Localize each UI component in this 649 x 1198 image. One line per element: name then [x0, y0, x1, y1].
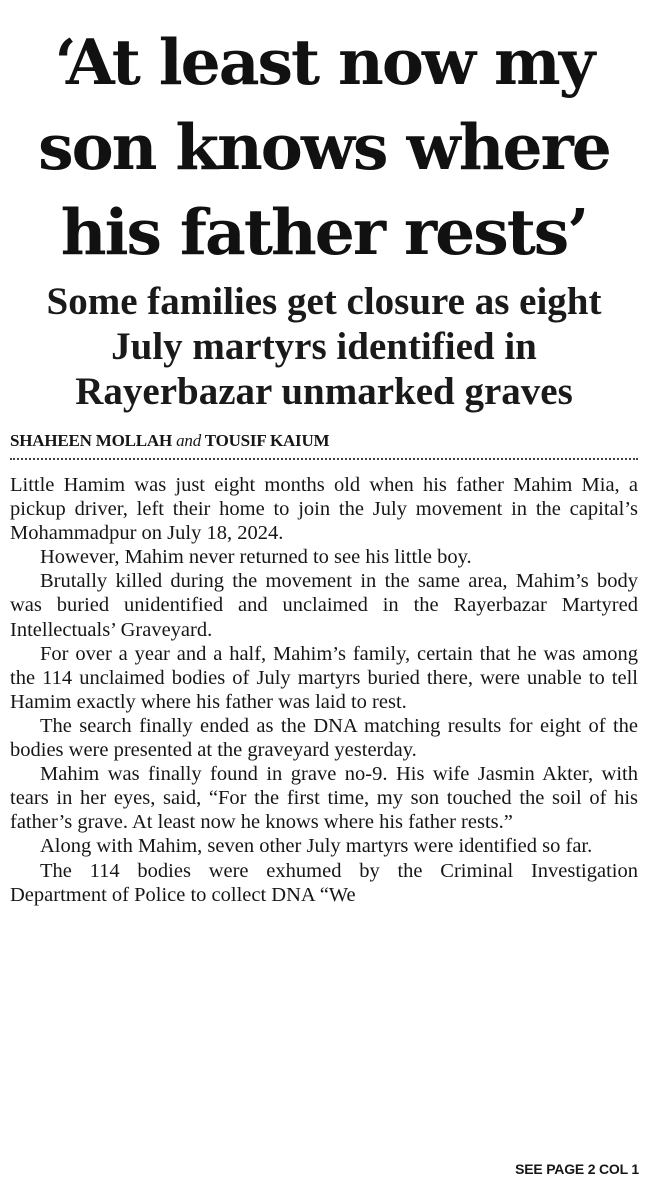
- body-paragraph: The search finally ended as the DNA matching results for eight of the bodies were presented at the graveyard yesterday.: [10, 714, 638, 762]
- byline-author-1: SHAHEEN MOLLAH: [10, 431, 173, 450]
- dotted-divider: [10, 458, 638, 460]
- body-paragraph: Along with Mahim, seven other July martyrs were identified so far.: [40, 835, 593, 858]
- byline-conjunction: and: [176, 431, 201, 450]
- body-paragraph: Mahim was finally found in grave no-9. His wife Jasmin Akter, with tears in her eyes, said, “For the first time, my son touched the soil of his father’s grave. At least now he knows where his father rests.”: [10, 763, 638, 834]
- byline: [10, 430, 638, 452]
- body-paragraph: However, Mahim never returned to see his little boy.: [40, 546, 472, 569]
- article-body: [10, 473, 638, 907]
- body-paragraph: The 114 bodies were exhumed by the Criminal Investigation Department of Police to collect DNA “We: [10, 859, 638, 906]
- body-paragraph: Little Hamim was just eight months old when his father Mahim Mia, a pickup driver, left their home to join the July movement in the capital’s Mohammadpur on July 18, 2024.: [10, 474, 638, 545]
- body-paragraph: For over a year and a half, Mahim’s family, certain that he was among the 114 unclaimed bodies of July martyrs buried there, were unable to tell Hamim exactly where his father was laid to rest.: [10, 642, 638, 713]
- continuation-jump-line: SEE PAGE 2 COL 1: [515, 1161, 639, 1177]
- headline: ‘At least now my son knows where his father rests’: [38, 25, 610, 269]
- body-paragraph: Brutally killed during the movement in the same area, Mahim’s body was buried unidentified and unclaimed in the Rayerbazar Martyred Intellectuals’ Graveyard.: [10, 570, 638, 641]
- article: [10, 0, 638, 907]
- subheadline: Some families get closure as eight July martyrs identified in Rayerbazar unmarked graves: [46, 280, 602, 413]
- byline-author-2: TOUSIF KAIUM: [204, 431, 330, 450]
